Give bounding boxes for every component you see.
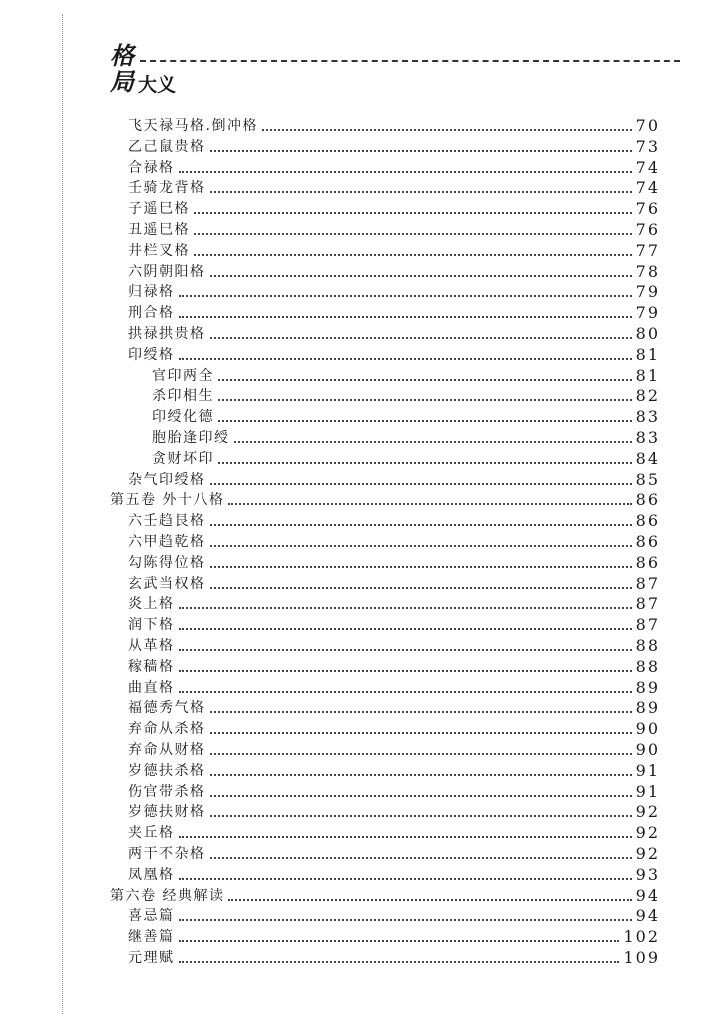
header-logo-top: 格 (110, 41, 134, 70)
toc-entry-page-number: 94 (635, 885, 660, 905)
toc-entry-page-number: 74 (635, 157, 660, 177)
toc-entry-title: 丑遥巳格 (128, 222, 190, 238)
toc-entry-title: 归禄格 (128, 284, 175, 301)
toc-entry[interactable] (128, 470, 660, 490)
toc-entry[interactable] (128, 948, 660, 968)
toc-entry-page-number: 78 (635, 261, 660, 281)
toc-dot-leader (179, 691, 632, 693)
toc-entry[interactable] (128, 199, 660, 219)
toc-dot-leader (179, 316, 632, 318)
toc-entry[interactable] (128, 220, 660, 240)
toc-dot-leader (179, 358, 632, 360)
toc-dot-leader (179, 628, 632, 630)
toc-dot-leader (218, 379, 632, 381)
toc-entry[interactable] (128, 678, 660, 698)
toc-entry[interactable] (128, 158, 660, 178)
toc-entry[interactable] (128, 282, 660, 302)
toc-entry-page-number: 79 (635, 303, 660, 323)
toc-dot-leader (179, 670, 632, 672)
toc-entry-title: 岁德扶财格 (128, 804, 206, 821)
toc-dot-leader (210, 732, 632, 734)
toc-entry-title: 六阴朝阳格 (128, 263, 206, 280)
toc-entry-title: 玄武当权格 (128, 575, 206, 592)
toc-entry-title: 润下格 (128, 617, 175, 634)
toc-entry-title: 杂气印绶格 (128, 471, 206, 488)
toc-entry-title: 弃命从财格 (128, 742, 206, 758)
toc-entry-title: 胞胎逢印绶 (152, 430, 230, 446)
toc-entry[interactable] (128, 636, 660, 656)
toc-entry[interactable] (128, 719, 660, 739)
toc-entry-page-number: 89 (635, 698, 660, 718)
toc-entry-page-number: 86 (635, 511, 660, 531)
toc-entry[interactable] (128, 927, 660, 947)
header-subtitle: 大义 (138, 74, 177, 96)
toc-entry[interactable] (152, 428, 660, 448)
toc-entry[interactable] (152, 449, 660, 469)
toc-entry[interactable] (152, 407, 660, 427)
toc-entry-title: 弃命从杀格 (128, 721, 206, 738)
toc-entry-page-number: 73 (635, 136, 660, 156)
toc-entry-title: 官印两全 (152, 367, 214, 384)
toc-entry-title: 炎上格 (128, 596, 175, 613)
toc-entry-title: 乙己鼠贵格 (128, 138, 206, 155)
toc-entry-title: 稼穑格 (128, 658, 175, 675)
toc-entry[interactable] (128, 574, 660, 594)
toc-entry-title: 曲直格 (128, 679, 175, 696)
toc-entry[interactable] (110, 886, 660, 906)
toc-entry[interactable] (128, 345, 660, 365)
toc-dot-leader (194, 212, 632, 214)
toc-dot-leader (218, 399, 632, 401)
toc-entry[interactable] (128, 740, 660, 760)
toc-dot-leader (210, 774, 632, 776)
toc-entry-title: 元理赋 (128, 950, 175, 966)
toc-entry-page-number: 74 (635, 178, 660, 198)
toc-dot-leader (218, 462, 632, 464)
toc-entry-page-number: 86 (635, 490, 660, 510)
toc-entry-page-number: 82 (635, 386, 660, 406)
toc-entry-title: 刑合格 (128, 305, 175, 322)
toc-entry[interactable] (128, 906, 660, 926)
toc-dot-leader (179, 607, 632, 609)
toc-entry-title: 拱禄拱贵格 (128, 326, 206, 342)
toc-entry-page-number: 88 (635, 656, 660, 676)
toc-entry-title: 凤凰格 (128, 866, 175, 883)
toc-dot-leader (179, 171, 632, 173)
toc-entry[interactable] (128, 615, 660, 635)
toc-dot-leader (179, 649, 632, 651)
toc-entry-title: 贪财坏印 (152, 450, 214, 467)
toc-entry-page-number: 89 (635, 677, 660, 697)
toc-dot-leader (218, 420, 632, 422)
toc-dot-leader (179, 919, 632, 921)
toc-entry-title: 喜忌篇 (128, 908, 175, 925)
toc-entry-page-number: 92 (635, 802, 660, 822)
toc-entry[interactable] (128, 657, 660, 677)
toc-entry-title: 第五卷 外十八格 (110, 492, 225, 509)
toc-entry-title: 飞天禄马格.倒冲格 (128, 118, 258, 134)
toc-dot-leader (179, 940, 620, 942)
toc-entry-page-number: 81 (635, 344, 660, 364)
toc-dot-leader (210, 150, 632, 152)
toc-dot-leader (228, 503, 631, 505)
toc-entry-title: 壬骑龙背格 (128, 180, 206, 197)
toc-entry-page-number: 87 (635, 594, 660, 614)
toc-dot-leader (210, 337, 632, 339)
toc-entry[interactable] (128, 594, 660, 614)
toc-entry-title: 岁德扶杀格 (128, 762, 206, 779)
toc-entry-page-number: 81 (635, 365, 660, 385)
toc-entry-title: 第六卷 经典解读 (110, 887, 225, 904)
toc-entry-page-number: 90 (635, 740, 660, 759)
toc-dot-leader (262, 129, 632, 131)
toc-dot-leader (194, 254, 632, 256)
toc-dot-leader (179, 878, 632, 880)
toc-entry-page-number: 109 (623, 948, 660, 967)
toc-entry-page-number: 76 (635, 199, 660, 219)
toc-entry[interactable] (110, 490, 660, 510)
toc-dot-leader (210, 566, 632, 568)
toc-entry-page-number: 76 (635, 220, 660, 239)
toc-dot-leader (179, 961, 620, 963)
toc-entry-page-number: 87 (635, 573, 660, 593)
toc-entry-page-number: 92 (635, 844, 660, 863)
toc-entry-title: 福德秀气格 (128, 700, 206, 717)
toc-entry[interactable] (128, 761, 660, 781)
toc-entry-page-number: 79 (635, 282, 660, 302)
toc-dot-leader (228, 899, 631, 901)
header-logo-bottom: 局 (110, 67, 134, 96)
toc-entry-title: 合禄格 (128, 159, 175, 176)
toc-entry-page-number: 80 (635, 324, 660, 343)
toc-entry-page-number: 70 (635, 116, 660, 135)
toc-entry-page-number: 86 (635, 552, 660, 572)
toc-entry[interactable] (128, 823, 660, 843)
toc-entry-page-number: 90 (635, 719, 660, 739)
toc-entry[interactable] (128, 262, 660, 282)
toc-dot-leader (210, 483, 632, 485)
toc-entry-title: 从革格 (128, 638, 175, 654)
toc-dot-leader (234, 441, 632, 443)
toc-entry-title: 井栏叉格 (128, 242, 190, 259)
toc-entry-page-number: 91 (635, 760, 660, 780)
toc-entry[interactable] (128, 844, 660, 864)
toc-entry-title: 六壬趋艮格 (128, 513, 206, 530)
toc-entry[interactable] (128, 324, 660, 344)
toc-entry-page-number: 91 (635, 781, 660, 801)
toc-entry-title: 六甲趋乾格 (128, 534, 206, 550)
toc-dot-leader (194, 233, 632, 235)
toc-dot-leader (210, 275, 632, 277)
margin-rule (62, 14, 63, 1014)
toc-entry-page-number: 84 (635, 448, 660, 468)
toc-entry-page-number: 93 (635, 864, 660, 884)
toc-entry-page-number: 87 (635, 615, 660, 635)
toc-entry[interactable] (128, 116, 660, 136)
toc-entry-page-number: 83 (635, 407, 660, 427)
toc-entry-page-number: 102 (623, 927, 660, 947)
toc-entry[interactable] (128, 303, 660, 323)
toc-entry[interactable] (128, 698, 660, 718)
toc-entry-page-number: 92 (635, 823, 660, 843)
toc-entry-page-number: 94 (635, 906, 660, 926)
toc-entry[interactable] (128, 865, 660, 885)
toc-dot-leader (210, 711, 632, 713)
toc-entry-title: 继善篇 (128, 929, 175, 946)
toc-dot-leader (210, 753, 632, 755)
toc-entry[interactable] (128, 782, 660, 802)
toc-entry-title: 杀印相生 (152, 388, 214, 405)
toc-entry-page-number: 77 (635, 240, 660, 260)
toc-dot-leader (210, 815, 632, 817)
header-rule (140, 60, 680, 62)
toc-entry-title: 夹丘格 (128, 825, 175, 842)
toc-entry[interactable] (152, 366, 660, 386)
toc-dot-leader (210, 857, 632, 859)
toc-dot-leader (179, 836, 632, 838)
toc-entry-title: 两干不杂格 (128, 846, 206, 862)
toc-entry-title: 子遥巳格 (128, 201, 190, 218)
toc-entry-page-number: 86 (635, 532, 660, 551)
toc-entry-page-number: 88 (635, 636, 660, 655)
toc-dot-leader (210, 587, 632, 589)
toc-entry-title: 印绶格 (128, 346, 175, 363)
toc-entry[interactable] (128, 553, 660, 573)
toc-entry[interactable] (128, 178, 660, 198)
toc-entry-title: 伤官带杀格 (128, 783, 206, 800)
toc-entry[interactable] (128, 511, 660, 531)
toc-entry[interactable] (128, 241, 660, 261)
toc-entry[interactable] (128, 802, 660, 822)
toc-dot-leader (210, 795, 632, 797)
toc-dot-leader (210, 191, 632, 193)
toc-dot-leader (210, 545, 632, 547)
toc-entry-page-number: 85 (635, 469, 660, 489)
toc-entry-title: 勾陈得位格 (128, 554, 206, 571)
toc-entry-page-number: 83 (635, 428, 660, 447)
toc-entry-title: 印绶化德 (152, 409, 214, 426)
toc-dot-leader (210, 524, 632, 526)
toc-entry[interactable] (128, 532, 660, 552)
toc-entry[interactable] (128, 137, 660, 157)
toc-dot-leader (179, 295, 632, 297)
page-header (110, 41, 680, 100)
toc-entry[interactable] (152, 386, 660, 406)
